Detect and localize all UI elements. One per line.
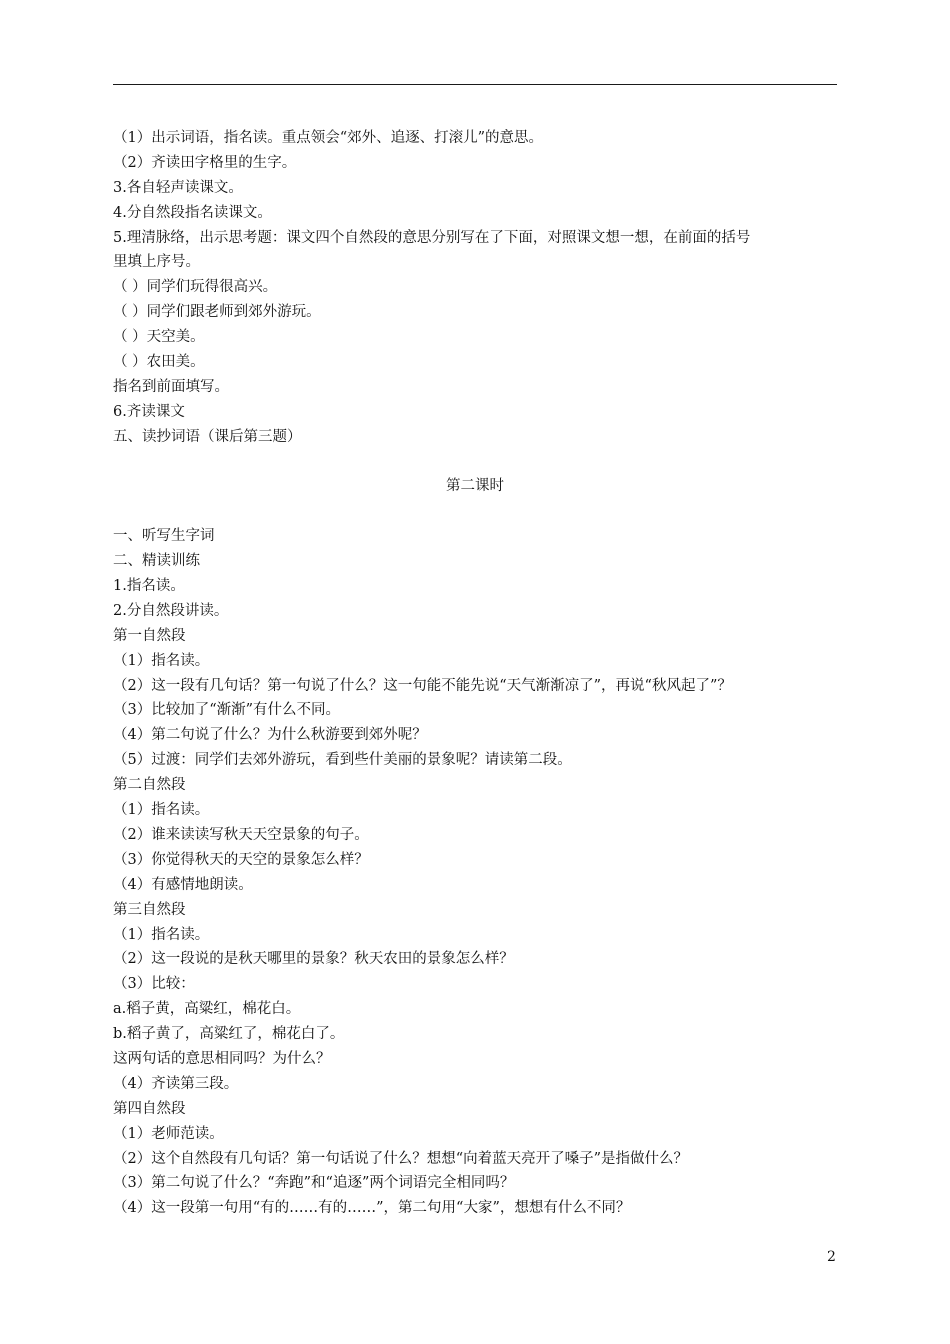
text-line: （1）老师范读。 [113,1125,224,1142]
text-line: （1）指名读。 [113,652,210,669]
text-line: 五、读抄词语（课后第三题） [113,428,302,445]
text-line: 二、精读训练 [113,553,200,570]
text-line: 指名到前面填写。 [113,378,229,395]
text-line: （2）这一段有几句话？第一句说了什么？这一句能不能先说“天气渐渐凉了”，再说“秋风起了”？ [113,677,732,694]
blank-line [113,450,837,475]
blank-line [113,499,837,524]
text-line: 里填上序号。 [113,254,200,271]
text-line: （3）你觉得秋天的天空的景象怎么样？ [113,851,369,868]
text-line: 第三自然段 [113,901,186,918]
text-line: （ ）同学们玩得很高兴。 [113,279,278,296]
text-line: （4）这一段第一句用“有的……有的……”，第二句用“大家”，想想有什么不同？ [113,1200,631,1217]
text-line: （5）过渡：同学们去郊外游玩，看到些什美丽的景象呢？请读第二段。 [113,752,572,769]
text-line: b.稻子黄了，高粱红了，棉花白了。 [113,1026,345,1043]
text-line: （1）出示词语，指名读。重点领会“郊外、追逐、打滚儿”的意思。 [113,130,544,146]
section-title: 第二课时 [446,478,504,495]
text-line: （2）这个自然段有几句话？第一句话说了什么？想想“向着蓝天亮开了嗓子”是指做什么？ [113,1150,689,1167]
text-line: 2.分自然段讲读。 [113,602,229,619]
document-body [113,126,837,1221]
text-line: （3）第二句说了什么？“奔跑”和“追逐”两个词语完全相同吗？ [113,1175,515,1192]
text-line: 4.分自然段指名读课文。 [113,204,272,221]
text-line: （2）谁来读读写秋天天空景象的句子。 [113,826,369,843]
text-line: a.稻子黄，高粱红，棉花白。 [113,1001,301,1018]
text-line: （4）齐读第三段。 [113,1075,239,1092]
text-line: （2）齐读田字格里的生字。 [113,154,297,171]
text-line: 一、听写生字词 [113,528,215,545]
text-line: （4）有感情地朗读。 [113,876,253,893]
text-line: 第二自然段 [113,777,186,794]
header-rule [113,84,837,85]
text-line: （ ）同学们跟老师到郊外游玩。 [113,304,321,321]
text-line: （2）这一段说的是秋天哪里的景象？秋天农田的景象怎么样？ [113,951,514,968]
text-line: 这两句话的意思相同吗？为什么？ [113,1050,331,1067]
text-line: （ ）农田美。 [113,354,205,371]
text-line: 第四自然段 [113,1100,186,1117]
text-line: （3）比较： [113,976,195,993]
page-number: 2 [827,1249,836,1265]
text-line: （1）指名读。 [113,802,210,819]
text-line: （ ）天空美。 [113,329,205,346]
text-line: （4）第二句说了什么？为什么秋游要到郊外呢？ [113,727,427,744]
text-line: （1）指名读。 [113,926,210,943]
text-line: （3）比较加了“渐渐”有什么不同。 [113,702,341,719]
text-line: 6.齐读课文 [113,403,185,420]
text-line: 3.各自轻声读课文。 [113,179,243,196]
text-line: 第一自然段 [113,627,186,644]
text-line: 1.指名读。 [113,578,185,595]
text-line: 5.理清脉络，出示思考题：课文四个自然段的意思分别写在了下面，对照课文想一想，在前面的括号 [113,229,751,246]
